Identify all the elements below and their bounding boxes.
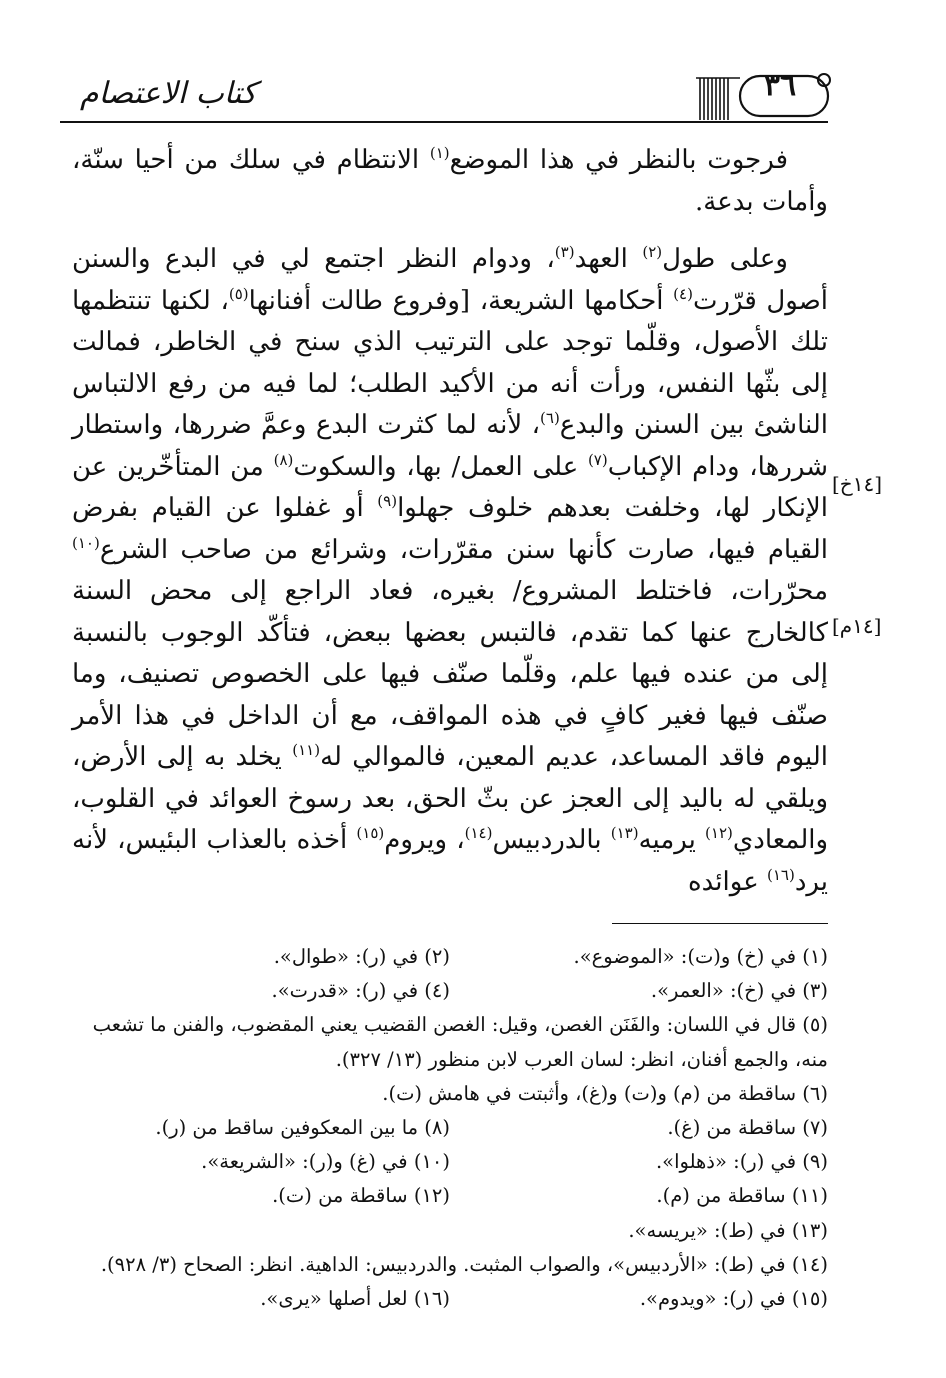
footnote-marker: (١٥): [356, 824, 385, 842]
footnote-marker: (١٤): [464, 824, 493, 842]
main-text: [72, 140, 828, 903]
margin-note-m: [١٤م]: [832, 614, 882, 638]
footnote-row: [72, 1145, 828, 1179]
text-span: أحكامها الشريعة، [وفروع طالت أفنانها: [248, 285, 674, 316]
page-number: ٣٦: [763, 68, 797, 103]
footnote-11: (١١) ساقطة من (م).: [656, 1184, 828, 1208]
footnote-marker: (١٣): [610, 824, 639, 842]
text-span: عوائده: [688, 866, 767, 897]
text-span: الانتظام في سلك من أحيا سنّة، وأمات بدعة.: [72, 145, 828, 217]
footnote-marker: (١٢): [705, 824, 733, 842]
footnote-marker: (١٠): [72, 533, 100, 552]
footnotes: [72, 940, 828, 1316]
text-span: ، ودوام النظر اجتمع لي في البدع والسنن أصول قرّرت: [72, 244, 828, 316]
footnote-6: (٦) ساقطة من (م) و(ت) و(غ)، وأثبتت في هامش (ت).: [382, 1081, 828, 1105]
footnote-12: (١٢) ساقطة من (ت).: [272, 1184, 450, 1208]
footnote-8: (٨) ما بين المعكوفين ساقط من (ر).: [155, 1115, 450, 1139]
footnote-2: (٢) في (ر): «طوال».: [273, 945, 450, 968]
footnote-row: [72, 940, 828, 974]
text-span: أخذه بالعذاب البئيس، لأنه يرد: [72, 825, 828, 897]
footnote-marker: (٢): [642, 243, 663, 261]
text-span: العهد: [574, 244, 643, 274]
text-span: يخلد به إلى الأرض، ويلقي له باليد إلى العجز عن بثّ الحق، بعد رسوخ العوائد في القلوب، والمعادي: [72, 742, 829, 855]
footnote-13: (١٣) في (ط): «يريسه».: [628, 1218, 828, 1242]
footnote-marker: (٥): [228, 284, 249, 303]
footnote-marker: (٦): [540, 409, 560, 427]
page-header: [60, 64, 828, 124]
footnote-marker: (١٦): [766, 865, 795, 884]
footnote-marker: (٩): [377, 492, 398, 510]
paragraph-1: [72, 140, 828, 223]
text-span: أو غفلوا عن القيام بفرض القيام فيها، صارت كأنها سنن مقرّرات، وشرائع من صاحب الشرع: [72, 493, 828, 565]
text-span: يرميه: [638, 825, 706, 855]
footnote-row: [72, 1179, 828, 1213]
footnote-row: [72, 1111, 828, 1145]
text-span: وعلى طول: [662, 244, 788, 274]
footnote-row: [72, 1282, 828, 1316]
footnote-3: (٣) في (خ): «العمر».: [650, 979, 828, 1003]
text-span: فرجوت بالنظر في هذا الموضع: [449, 145, 788, 175]
footnote-15: (١٥) في (ر): «ويدوم».: [639, 1286, 828, 1310]
footnote-10: (١٠) في (غ) و(ر): «الشريعة».: [201, 1150, 450, 1174]
margin-note-kh: [١٤خ]: [832, 472, 883, 496]
footnote-16: (١٦) لعل أصلها «يرى».: [260, 1286, 450, 1310]
footnote-14: (١٤) في (ط): «الأردبيس»، والصواب المثبت. والدردبيس: الداهية. انظر: الصحاح (٣/ ٩٢٨).: [100, 1252, 828, 1276]
text-span: بالدردبيس: [492, 825, 611, 855]
footnote-marker: (٣): [554, 243, 575, 261]
text-span: محرّرات، فاختلط المشروع/ بغيره، فعاد الراجع إلى محض السنة كالخارج عنها كما تقدم، فالتبس بعضها ببعض، فتأكّد الوجوب بالنسبة إلى من عنده فيها علم، وقلّما صنّف فيها على الخصوص تصنيف، وما صنّف فيها فغير كافٍ في هذه المواقف، مع أن الداخل في هذا الأمر اليوم فاقد المساعد، عديم المعين، فالموالي له: [72, 576, 828, 772]
text-span: من المتأخّرين عن الإنكار لها، وخلفت بعدهم خلوف جهلوا: [72, 451, 828, 523]
footnote-9: (٩) في (ر): «ذهلوا».: [655, 1150, 828, 1174]
footnote-7: (٧) ساقطة من (غ).: [667, 1115, 828, 1139]
footnote-separator: [612, 923, 828, 924]
footnote-1: (١) في (خ) و(ت): «الموضوع».: [573, 945, 828, 968]
footnote-marker: (١١): [292, 741, 321, 759]
text-span: ، ويروم: [384, 825, 465, 855]
text-span: ، لكنها تنتظمها تلك الأصول، وقلّما توجد على الترتيب الذي سنح في الخاطر، فمالت إلى بثّها النفس، ورأت أنه من الأكيد الطلب؛ لما فيه من رفع الالتباس الناشئ بين السنن والبدع: [72, 285, 828, 440]
footnote-marker: (١): [429, 144, 450, 162]
paragraph-2: [72, 239, 828, 903]
text-span: ، لأنه لما كثرت البدع وعمَّ ضررها، واستطار شررها، ودام الإكباب: [72, 410, 829, 482]
footnote-4: (٤) في (ر): «قدرت».: [271, 979, 450, 1003]
footnote-5: (٥) قال في اللسان: والفَنَن الغصن، وقيل: الغصن القضيب يعني المقضوب، والفنن ما تشعب منه، والجمع أفنان، انظر: لسان العرب لابن منظور (١٣/ ٣٢٧).: [92, 1013, 828, 1071]
header-rule: [60, 121, 828, 123]
footnote-marker: (٧): [587, 450, 608, 469]
footnote-marker: (٤): [673, 284, 693, 303]
book-title: كتاب الاعتصام: [80, 76, 257, 111]
text-span: على العمل/ بها، والسكوت: [293, 451, 588, 482]
footnote-row: [72, 974, 828, 1008]
footnote-marker: (٨): [273, 450, 294, 469]
